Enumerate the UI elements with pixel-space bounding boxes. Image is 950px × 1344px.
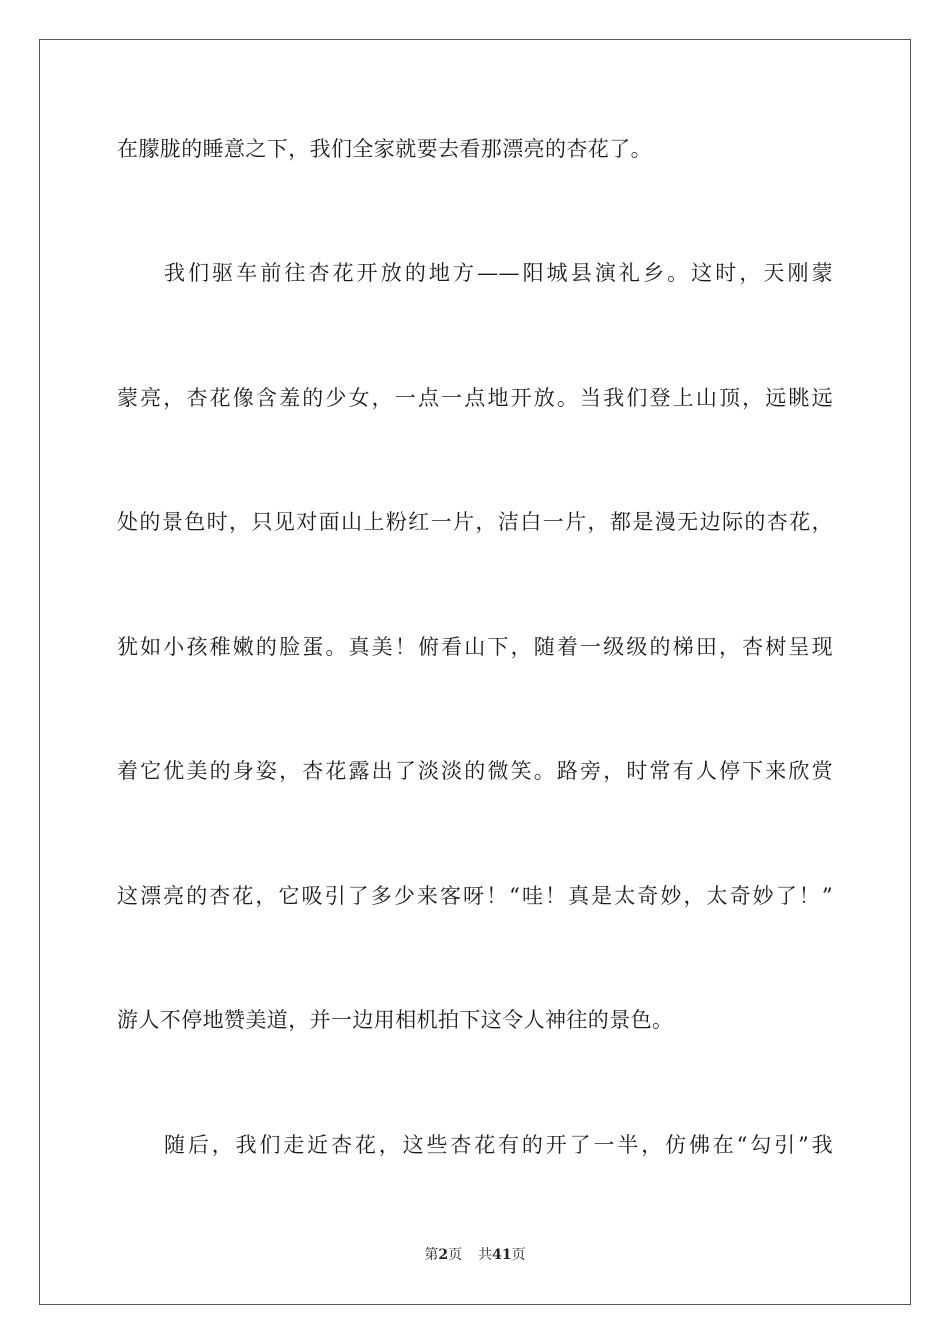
text-line-5: 犹如小孩稚嫩的脸蛋。真美！俯看山下，随着一级级的梯田，杏树呈现 [117,635,833,659]
footer-total-suffix: 页 [511,1247,526,1263]
text-line-9: 随后，我们走近杏花，这些杏花有的开了一半，仿佛在“勾引”我 [164,1133,833,1157]
text-line-1: 在朦胧的睡意之下，我们全家就要去看那漂亮的杏花了。 [117,137,652,161]
text-line-2: 我们驱车前往杏花开放的地方——阳城县演礼乡。这时，天刚蒙 [164,261,833,285]
footer-page-number: 2 [438,1247,449,1263]
text-line-6: 着它优美的身姿，杏花露出了淡淡的微笑。路旁，时常有人停下来欣赏 [117,759,833,783]
text-line-4: 处的景色时，只见对面山上粉红一片，洁白一片，都是漫无边际的杏花， [117,510,833,534]
footer-total-prefix: 共 [478,1247,493,1263]
text-line-3: 蒙亮，杏花像含羞的少女，一点一点地开放。当我们登上山顶，远眺远 [117,386,833,410]
footer-page-prefix: 第 [424,1247,439,1263]
text-line-8: 游人不停地赞美道，并一边用相机拍下这令人神往的景色。 [117,1008,674,1032]
text-line-7: 这漂亮的杏花，它吸引了多少来客呀！“哇！真是太奇妙，太奇妙了！” [117,884,833,908]
footer-total-pages: 41 [492,1247,512,1263]
footer-page-suffix: 页 [448,1247,463,1263]
page-footer [0,1245,950,1265]
page-border [39,39,911,1305]
